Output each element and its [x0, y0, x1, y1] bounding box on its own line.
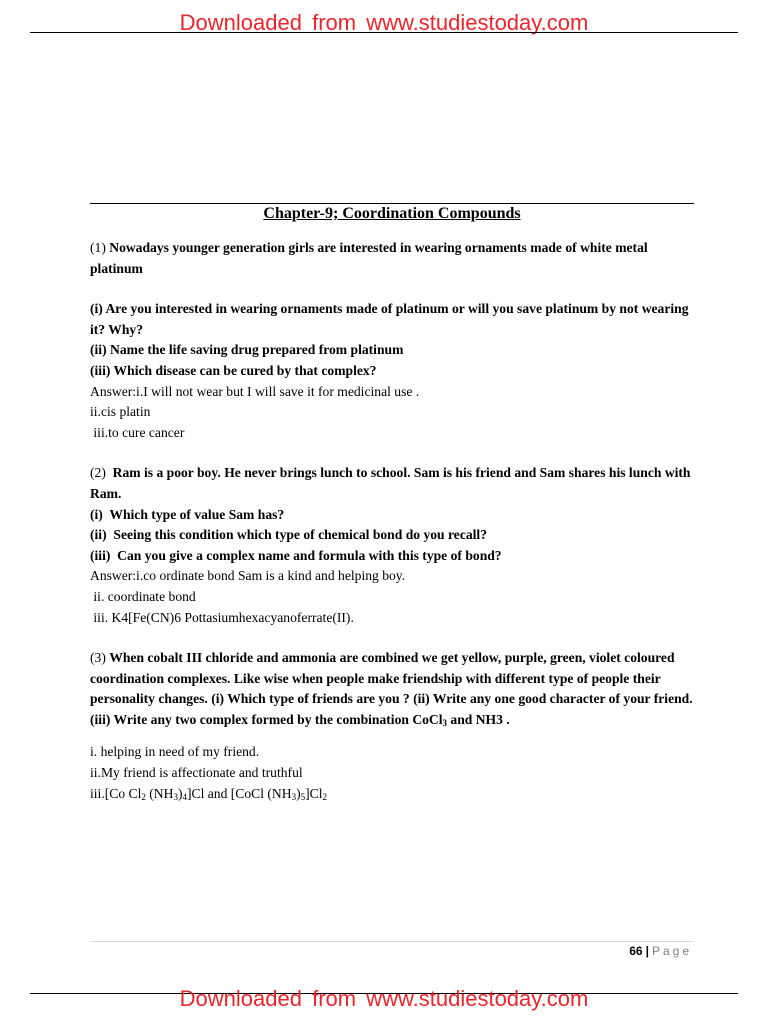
download-banner-top[interactable]: Downloaded from www.studiestoday.com: [179, 10, 589, 35]
question-1-part-iii: (iii) Which disease can be cured by that complex?: [90, 362, 377, 378]
question-2-part-i: (i) Which type of value Sam has?: [90, 506, 285, 522]
answer-3-line-2: ii.My friend is affectionate and truthful: [90, 765, 303, 781]
answer-1-line-2: ii.cis platin: [90, 404, 151, 420]
question-1-part-ii: (ii) Name the life saving drug prepared from platinum: [90, 342, 404, 358]
chapter-title: Chapter-9; Coordination Compounds: [263, 205, 521, 222]
answer-3-line-3: iii.[Co $Cl_2$ $(NH_3)_4]Cl$ and [CoCl $(NH_3)_5]Cl_2$: [90, 785, 327, 802]
answer-2-line-3: iii. K4[Fe(CN)6 Pottasiumhexacyanoferrate(II).: [90, 609, 354, 625]
question-1-part-i: (i) Are you interested in wearing ornaments made of platinum or will you save platinum by not wearing it? Why?: [90, 301, 689, 337]
question-2-intro: (2) Ram is a poor boy. He never brings lunch to school. Sam is his friend and Sam shares his lunch with Ram.: [90, 465, 691, 501]
question-2-part-iii: (iii) Can you give a complex name and formula with this type of bond?: [90, 547, 502, 563]
answer-2-line-2: ii. coordinate bond: [90, 588, 196, 604]
header-divider: [30, 32, 738, 33]
download-banner-bottom[interactable]: Downloaded from www.studiestoday.com: [179, 986, 589, 1011]
answer-2-line-1: Answer:i.co ordinate bond Sam is a kind and helping boy.: [90, 568, 406, 584]
question-1-intro: (1) Nowadays younger generation girls are interested in wearing ornaments made of white metal platinum: [90, 240, 648, 276]
document-body: [90, 238, 698, 804]
page-number: 66: [629, 944, 643, 958]
question-3-intro: (3) When cobalt III chloride and ammonia are combined we get yellow, purple, green, violet coloured coordination complexes. Like wise when people make friendship with different type of people their personality changes. (i) Which type of friends are you ? (ii) Write any one good character of your friend. (iii) Write any two complex formed by the combination CoCl$_3$ and NH3 .: [90, 650, 693, 728]
answer-1-line-3: iii.to cure cancer: [90, 424, 185, 440]
question-2-part-ii: (ii) Seeing this condition which type of chemical bond do you recall?: [90, 527, 488, 543]
answer-3-line-1: i. helping in need of my friend.: [90, 744, 260, 760]
page-label: Page: [651, 944, 692, 958]
answer-1-line-1: Answer:i.I will not wear but I will save it for medicinal use .: [90, 383, 420, 399]
page-footer: [90, 943, 692, 959]
footer-rule: [90, 941, 694, 942]
footer-separator: |: [645, 944, 649, 958]
